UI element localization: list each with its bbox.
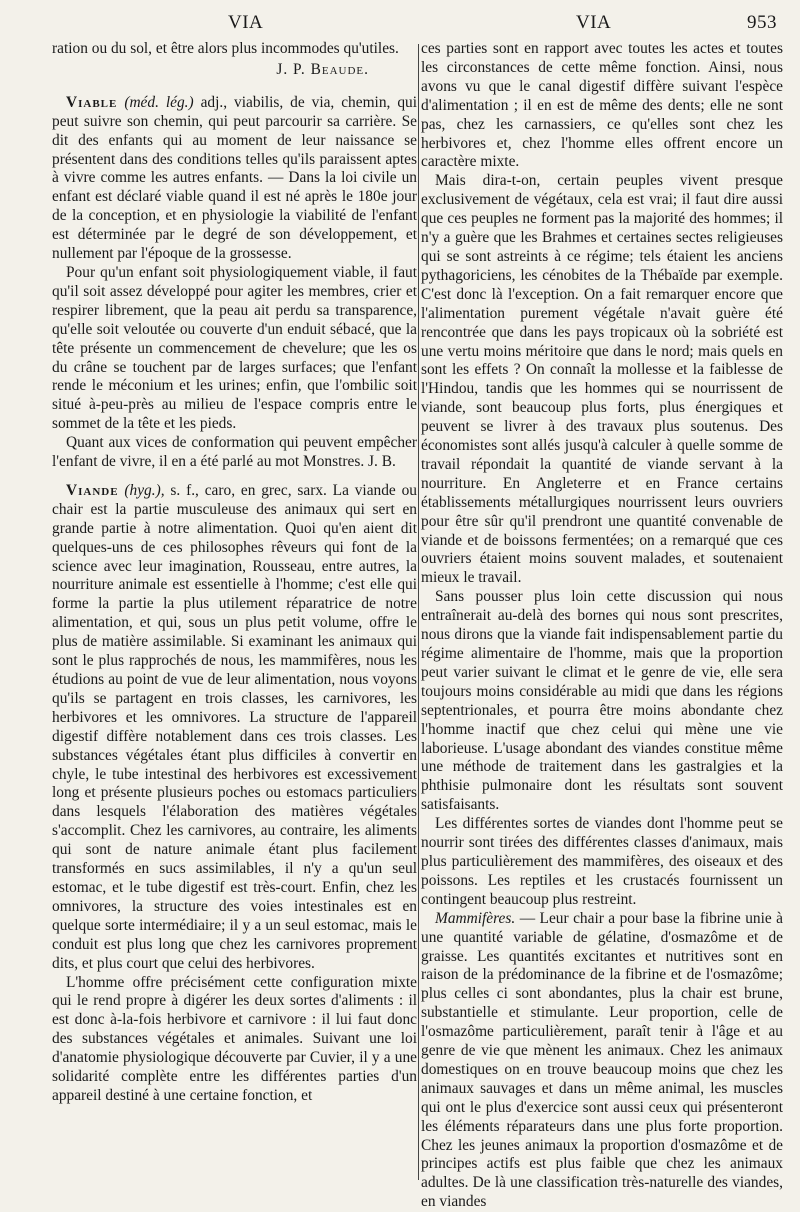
headword-viable: Viable bbox=[66, 93, 118, 111]
paragraph: Sans pousser plus loin cette discussion qui nous entraînerait au-delà des bornes qui nous sont prescrites, nous dirons que la viande fait indispensablement partie du régime alimentaire de l'homme, mais que la proportion peut varier suivant le climat et le genre de vie, elle sera toujours moins considérable au midi que dans les régions septentrionales, et pourra être moins abondante chez l'homme inactif que chez celui qui mène une vie laborieuse. L'usage abondant des viandes constitue même une méthode de traitement dans les gastralgies et la phthisie pulmonaire dont les résultats sont souvent satisfaisants. bbox=[421, 588, 783, 814]
paragraph: Mais dira-t-on, certain peuples vivent presque exclusivement de végétaux, cela est vrai; il faut dire aussi que ces peuples ne forment pas la majorité des hommes; il n'y a guère que les Brahmes et certaines sectes religieuses qui se sont astreints à ce régime; tels étaient les anciens pythagoriciens, les cénobites de la Thébaïde par exemple. C'est donc là l'exception. On a fait remarquer encore que l'alimentation purement végétale n'avait guère été rencontrée que dans les pays tropicaux où la sobriété est une vertu moins méritoire que dans le nord; mais quels en sont les effets ? On connaît la mollesse et la faiblesse de l'Hindou, tandis que les hommes qui se nourrissent de viande, sont beaucoup plus forts, plus énergiques et peuvent se livrer à des travaux plus soutenus. Des économistes sont allés jusqu'à calculer à quelle somme de travail répondait la quantité de viande servant à la nourriture. En Angleterre et en France certains établissements métallurgiques nourrissent leurs ouvriers pour être sûr qu'il prendront une quantité convenable de viande et de boissons fermentées; on a remarqué que ces ouvriers étaient moins souvent malades, et soutenaient mieux le travail. bbox=[421, 172, 783, 587]
paragraph-mammiferes bbox=[421, 910, 783, 1212]
right-column bbox=[421, 40, 783, 1211]
entry-tag-viande: (hyg.), bbox=[124, 481, 165, 499]
entry-viable bbox=[52, 94, 417, 264]
page-number: 953 bbox=[747, 12, 777, 33]
header-left-word: VIA bbox=[228, 12, 264, 33]
section-lead: Mammifères. bbox=[435, 909, 516, 927]
author-signature: J. P. Beaude. bbox=[276, 60, 369, 78]
entry-tag-viable: (méd. lég.) bbox=[124, 93, 194, 111]
column-divider bbox=[418, 44, 419, 1180]
paragraph-continuation: ces parties sont en rapport avec toutes les actes et toutes les circonstances de cette même fonction. Ainsi, nous avons vu que le canal digestif diffère suivant l'espèce d'alimentation ; il en est de même des dents; elle ne sont pas, chez les carnassiers, ce qu'elles sont chez les herbivores et, chez l'homme elles offrent encore un caractère mixte. bbox=[421, 40, 783, 171]
paragraph-text: — Leur chair a pour base la fibrine unie à une quantité variable de gélatine, d'osmazôme et de graisse. Les quantités excitantes et nutritives sont en raison de la prédominance de la fibrine et de l'osmazôme; plus celles ci sont abondantes, plus la chair est brune, substantielle et stimulante. Leur proportion, celle de l'osmazôme particulièrement, paraît tenir à l'âge et au genre de vie que mènent les animaux. Chez les animaux domestiques on en trouve beaucoup moins que chez les animaux sauvages et dans un même animal, les muscles qui ont le plus d'exercice sont aussi ceux qui présenteront les éléments réparateurs dans une plus forte proportion. Chez les jeunes animaux la proportion d'osmazôme et de principes actifs est plus faible que chez les animaux adultes. De là une classification très-naturelle des viandes, en viandes bbox=[421, 909, 783, 1211]
entry-viande bbox=[52, 482, 417, 974]
paragraph: Pour qu'un enfant soit physiologiquement viable, il faut qu'il soit assez développé pour agiter les membres, crier et respirer librement, que la peau ait perdu sa transparence, qu'elle soit veloutée ou couverte d'un enduit sébacé, que la tête présente un commencement de chevelure; que les os du crâne se touchent par de larges surfaces; que l'enfant rende le méconium et les urines; enfin, que l'ombilic soit situé à-peu-près au milieu de l'espace compris entre le sommet de la tête et les pieds. bbox=[52, 263, 417, 433]
paragraph: Les différentes sortes de viandes dont l'homme peut se nourrir sont tirées des différentes classes d'animaux, mais plus particulièrement des mammifères, des oiseaux et des poissons. Les reptiles et les crustacés fournissent un contingent beaucoup plus restreint. bbox=[421, 815, 783, 908]
paragraph bbox=[52, 434, 417, 472]
left-column bbox=[52, 40, 417, 1180]
headword-viande: Viande bbox=[66, 481, 119, 499]
entry-body-viable: adj., viabilis, de via, chemin, qui peut suivre son chemin, qui peut parcourir sa carrière. Se dit des enfants qui au moment de leur naissance se présentent dans des conditions telles qu'ils paraissent aptes à vivre comme les autres enfants. — Dans la loi civile un enfant est déclaré viable quand il est né après le 180e jour de la conception, et en physiologie la viabilité de l'enfant est déterminée par le degré de son développement, et nullement par l'époque de la grossesse. bbox=[52, 93, 417, 263]
paragraph-continuation: ration ou du sol, et être alors plus incommodes qu'utiles. bbox=[52, 40, 399, 57]
running-header bbox=[0, 12, 800, 40]
author-signature: J. B. bbox=[368, 453, 396, 471]
paragraph-text: Quant aux vices de conformation qui peuvent empêcher l'enfant de vivre, il en a été parlé au mot Monstres. bbox=[52, 434, 417, 471]
entry-body-viande: s. f., caro, en grec, sarx. La viande ou chair est la partie musculeuse des animaux qui sert en grande partie à notre alimentation. Quoi qu'en aient dit quelques-uns de ces philosophes rêveurs qui font de la science avec leur imagination, Rousseau, entre autres, la nourriture animale est essentielle à l'homme; c'est elle qui forme la partie la plus utilement réparatrice de notre alimentation, et qui, sous un plus petit volume, offre le plus de matière assimilable. Si examinant les animaux qui sont le plus rapprochés de nous, les mammifères, nous les étudions au point de vue de leur alimentation, nous voyons qu'ils se partagent en trois classes, les carnivores, les herbivores et les omnivores. La structure de l'appareil digestif diffère notablement dans ces trois classes. Les substances végétales étant plus difficiles à convertir en chyle, le tube intestinal des herbivores est excessivement long et présente plusieurs poches ou estomacs particuliers dans lesquels l'élaboration des matières végétales s'accomplit. Chez les carnivores, au contraire, les aliments qui sont de nature animale étant plus facilement transformés en sucs assimilables, il n'y a qu'un seul estomac, et le tube digestif est très-court. Enfin, chez les omnivores, la structure des voies intestinales est en quelque sorte intermédiaire; il y a un seul estomac, mais le conduit est plus long que chez les carnivores proprement dits, et plus court que celui des herbivores. bbox=[52, 481, 417, 972]
header-right-word: VIA bbox=[576, 12, 612, 33]
paragraph: L'homme offre précisément cette configuration mixte qui le rend propre à digérer les deux sortes d'aliments : il est donc à-la-fois herbivore et carnivore : il lui faut donc des substances végétales et animales. Suivant une loi d'anatomie physiologique découverte par Cuvier, il y a une solidarité complète entre les différentes parties d'un appareil destiné à une certaine fonction, et bbox=[52, 973, 417, 1104]
